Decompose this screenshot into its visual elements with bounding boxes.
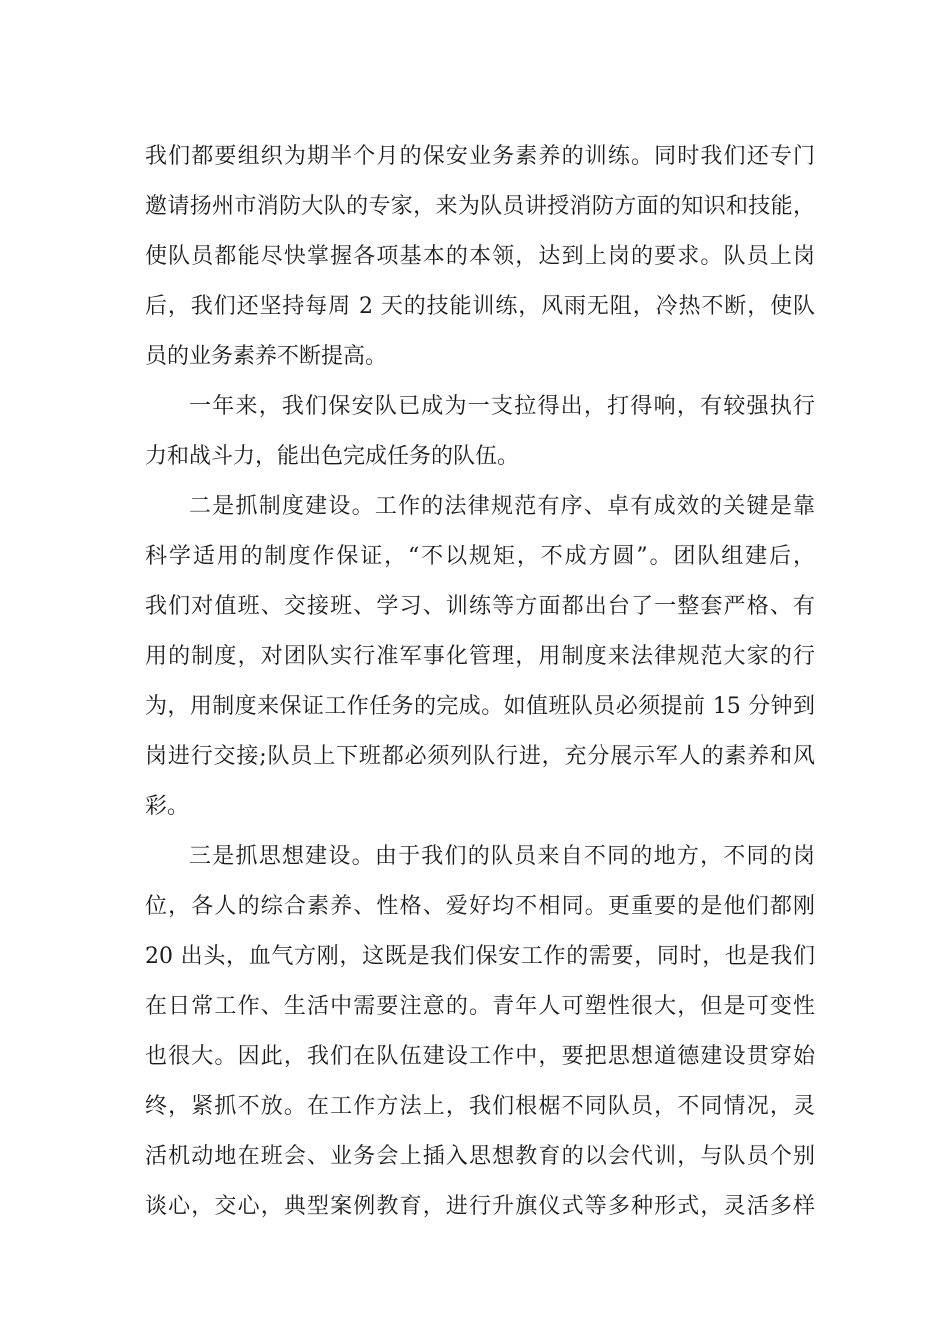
document-body [145,132,815,1232]
text-line: 也很大。因此，我们在队伍建设工作中，要把思想道德建设贯穿始 [145,1044,815,1069]
text-line: 为，用制度来保证工作任务的完成。如值班队员必须提前 15 分钟到 [145,694,815,719]
text-line: 科学适用的制度作保证，“不以规矩，不成方圆”。团队组建后， [145,544,815,569]
text-line: 彩。 [145,794,190,819]
text-line: 谈心，交心，典型案例教育，进行升旗仪式等多种形式，灵活多样 [145,1194,815,1219]
text-line: 活机动地在班会、业务会上插入思想教育的以会代训，与队员个别 [145,1144,815,1169]
text-line: 岗进行交接;队员上下班都必须列队行进，充分展示军人的素养和风 [145,744,815,769]
text-line: 位，各人的综合素养、性格、爱好均不相同。更重要的是他们都刚 [145,894,815,919]
text-line: 力和战斗力，能出色完成任务的队伍。 [145,444,520,469]
text-line: 终，紧抓不放。在工作方法上，我们根椐不同队员，不同情况，灵 [145,1094,815,1119]
text-line: 三是抓思想建设。由于我们的队员来自不同的地方，不同的岗 [189,844,815,869]
text-line: 20 出头，血气方刚，这既是我们保安工作的需要，同时，也是我们 [145,944,815,969]
text-line: 我们都要组织为期半个月的保安业务素养的训练。同时我们还专门 [145,144,815,169]
text-line: 员的业务素养不断提高。 [145,344,388,369]
text-line: 我们对值班、交接班、学习、训练等方面都出台了一整套严格、有 [145,594,815,619]
text-line: 二是抓制度建设。工作的法律规范有序、卓有成效的关键是靠 [189,494,815,519]
text-line: 使队员都能尽快掌握各项基本的本领，达到上岗的要求。队员上岗 [145,244,815,269]
text-line: 在日常工作、生活中需要注意的。青年人可塑性很大，但是可变性 [145,994,815,1019]
text-line: 一年来，我们保安队已成为一支拉得出，打得响，有较强执行 [189,394,815,419]
text-line: 用的制度，对团队实行准军事化管理，用制度来法律规范大家的行 [145,644,815,669]
text-line: 邀请扬州市消防大队的专家，来为队员讲授消防方面的知识和技能， [145,194,815,219]
text-line: 后，我们还坚持每周 2 天的技能训练，风雨无阻，冷热不断，使队 [145,294,815,319]
